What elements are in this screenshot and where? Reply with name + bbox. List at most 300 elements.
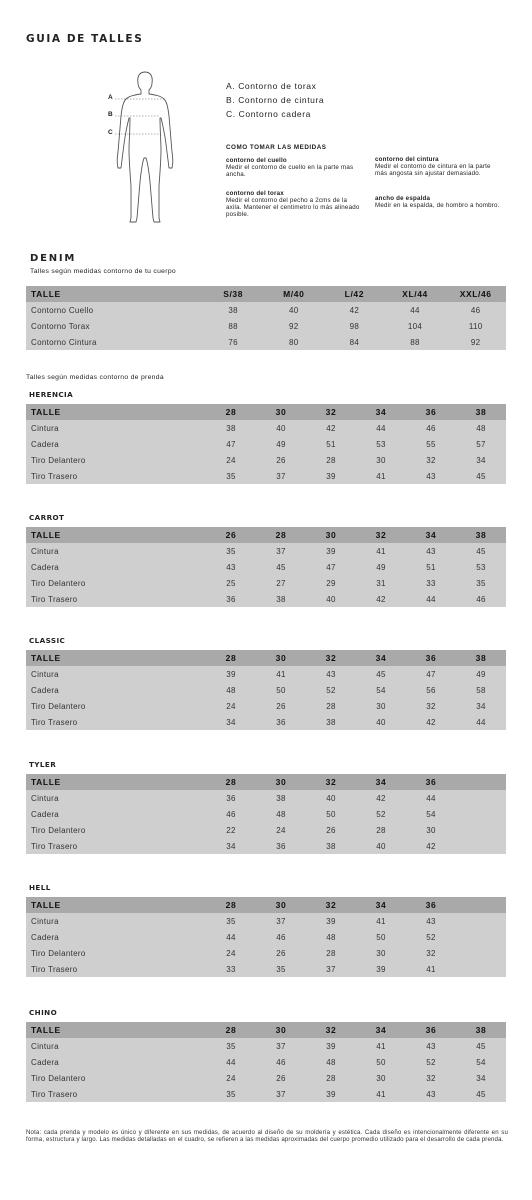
table-cell: 44 bbox=[426, 793, 436, 803]
row-label: Tiro Delantero bbox=[31, 1073, 86, 1083]
how-to-item bbox=[375, 156, 501, 177]
table-cell: 48 bbox=[276, 809, 286, 819]
table-cell: 29 bbox=[326, 578, 336, 588]
table-row bbox=[26, 714, 506, 730]
table-cell: 28 bbox=[326, 948, 336, 958]
section-size-table bbox=[26, 527, 506, 607]
table-cell: 45 bbox=[476, 471, 486, 481]
header-cell: 34 bbox=[356, 404, 406, 420]
table-header-row bbox=[26, 774, 506, 790]
header-cell: 38 bbox=[456, 650, 506, 666]
table-row bbox=[26, 790, 506, 806]
row-label: Cadera bbox=[31, 932, 60, 942]
table-cell: 38 bbox=[276, 594, 286, 604]
row-label: Tiro Trasero bbox=[31, 841, 78, 851]
table-row bbox=[26, 302, 506, 318]
table-cell: 40 bbox=[289, 305, 299, 315]
header-cell: 36 bbox=[406, 897, 456, 913]
table-row bbox=[26, 838, 506, 854]
table-cell: 39 bbox=[226, 669, 236, 679]
table-cell: 53 bbox=[376, 439, 386, 449]
row-label: Tiro Delantero bbox=[31, 825, 86, 835]
table-cell: 51 bbox=[426, 562, 436, 572]
table-cell bbox=[456, 945, 506, 961]
table-cell: 92 bbox=[289, 321, 299, 331]
table-cell: 50 bbox=[276, 685, 286, 695]
table-cell: 32 bbox=[426, 948, 436, 958]
table-row bbox=[26, 452, 506, 468]
table-cell: 49 bbox=[476, 669, 486, 679]
how-to-text: Medir el contorno de cintura en la parte más angosta sin ajustar demasiado. bbox=[375, 163, 491, 178]
how-to-item bbox=[375, 195, 501, 209]
table-cell: 52 bbox=[376, 809, 386, 819]
legend-item-b: B. Contorno de cintura bbox=[226, 95, 325, 105]
section-size-table bbox=[26, 404, 506, 484]
table-cell: 35 bbox=[476, 578, 486, 588]
table-cell: 37 bbox=[276, 916, 286, 926]
table-cell: 58 bbox=[476, 685, 486, 695]
body-measurement-figure bbox=[98, 68, 198, 226]
table-row bbox=[26, 559, 506, 575]
table-cell: 44 bbox=[226, 932, 236, 942]
header-cell: 30 bbox=[306, 527, 356, 543]
header-cell: TALLE bbox=[26, 774, 206, 790]
table-cell: 55 bbox=[426, 439, 436, 449]
section-size-table bbox=[26, 650, 506, 730]
table-cell bbox=[456, 806, 506, 822]
table-cell: 52 bbox=[426, 1057, 436, 1067]
table-cell: 26 bbox=[276, 948, 286, 958]
table-cell: 50 bbox=[376, 1057, 386, 1067]
table-cell: 32 bbox=[426, 1073, 436, 1083]
marker-c: C bbox=[108, 129, 113, 136]
header-cell: 30 bbox=[256, 650, 306, 666]
table-cell bbox=[456, 790, 506, 806]
table-cell: 31 bbox=[376, 578, 386, 588]
section-title: CLASSIC bbox=[29, 636, 66, 645]
table-cell: 44 bbox=[226, 1057, 236, 1067]
section-title: CARROT bbox=[29, 513, 65, 522]
header-cell: 28 bbox=[206, 897, 256, 913]
section-size-table bbox=[26, 897, 506, 977]
table-cell: 46 bbox=[476, 594, 486, 604]
table-row bbox=[26, 1086, 506, 1102]
table-cell: 38 bbox=[276, 793, 286, 803]
table-cell: 35 bbox=[226, 1089, 236, 1099]
row-label: Cadera bbox=[31, 439, 60, 449]
section-title: CHINO bbox=[29, 1008, 58, 1017]
table-cell: 24 bbox=[226, 701, 236, 711]
row-label: Tiro Trasero bbox=[31, 471, 78, 481]
table-header-row bbox=[26, 650, 506, 666]
header-cell: 28 bbox=[206, 774, 256, 790]
header-cell: 38 bbox=[456, 527, 506, 543]
table-cell: 43 bbox=[426, 471, 436, 481]
header-cell: 32 bbox=[356, 527, 406, 543]
table-cell: 40 bbox=[326, 594, 336, 604]
row-label: Cadera bbox=[31, 685, 60, 695]
table-row bbox=[26, 1038, 506, 1054]
how-to-text: Medir el contorno del pecho a 2cms de la axila. Mantener el centimetro lo más alineado posible. bbox=[226, 197, 360, 219]
header-cell: 34 bbox=[356, 650, 406, 666]
table-cell: 44 bbox=[476, 717, 486, 727]
header-cell: 32 bbox=[306, 650, 356, 666]
table-cell: 38 bbox=[228, 305, 238, 315]
page-title: GUIA DE TALLES bbox=[26, 33, 144, 45]
table-cell: 34 bbox=[226, 717, 236, 727]
how-to-heading: contorno del cintura bbox=[375, 156, 439, 163]
table-cell: 42 bbox=[376, 594, 386, 604]
table-cell: 48 bbox=[226, 685, 236, 695]
header-cell: 28 bbox=[206, 650, 256, 666]
section-title: HELL bbox=[29, 883, 51, 892]
table-cell: 46 bbox=[276, 1057, 286, 1067]
table-cell: 46 bbox=[470, 305, 481, 315]
table-cell: 110 bbox=[468, 321, 483, 331]
table-row bbox=[26, 334, 506, 350]
table-cell: 38 bbox=[226, 423, 236, 433]
table-cell: 57 bbox=[476, 439, 486, 449]
table-cell: 44 bbox=[426, 594, 436, 604]
table-cell bbox=[456, 913, 506, 929]
header-cell: TALLE bbox=[26, 286, 203, 302]
how-to-title: COMO TOMAR LAS MEDIDAS bbox=[226, 144, 327, 151]
table-header-row bbox=[26, 404, 506, 420]
how-to-item bbox=[226, 190, 361, 219]
table-header-row bbox=[26, 286, 506, 302]
table-cell: 32 bbox=[426, 701, 436, 711]
legend-item-c: C. Contorno cadera bbox=[226, 109, 311, 119]
header-cell: 34 bbox=[406, 527, 456, 543]
table-cell: 28 bbox=[326, 701, 336, 711]
table-cell: 104 bbox=[407, 321, 423, 331]
header-cell: 26 bbox=[206, 527, 256, 543]
table-cell: 30 bbox=[376, 1073, 386, 1083]
row-label: Tiro Trasero bbox=[31, 594, 78, 604]
table-cell: 28 bbox=[376, 825, 386, 835]
table-row bbox=[26, 666, 506, 682]
header-cell: 36 bbox=[406, 650, 456, 666]
table-cell: 32 bbox=[426, 455, 436, 465]
header-cell: TALLE bbox=[26, 1022, 206, 1038]
table-cell: 27 bbox=[276, 578, 286, 588]
table-cell: 46 bbox=[426, 423, 436, 433]
table-cell: 43 bbox=[426, 916, 436, 926]
table-row bbox=[26, 698, 506, 714]
table-cell: 41 bbox=[426, 964, 436, 974]
table-cell: 30 bbox=[376, 948, 386, 958]
row-label: Tiro Delantero bbox=[31, 948, 86, 958]
table-cell: 26 bbox=[276, 455, 286, 465]
marker-b: B bbox=[108, 111, 113, 118]
header-cell: TALLE bbox=[26, 897, 206, 913]
table-row bbox=[26, 436, 506, 452]
table-row bbox=[26, 468, 506, 484]
table-cell: 36 bbox=[226, 594, 236, 604]
table-cell: 54 bbox=[376, 685, 386, 695]
header-cell: L/42 bbox=[324, 286, 385, 302]
header-cell: 34 bbox=[356, 1022, 406, 1038]
table-cell: 37 bbox=[276, 1089, 286, 1099]
table-cell: 39 bbox=[326, 471, 336, 481]
header-cell: 32 bbox=[306, 1022, 356, 1038]
table-cell: 51 bbox=[326, 439, 336, 449]
table-cell: 37 bbox=[326, 964, 336, 974]
table-cell: 49 bbox=[276, 439, 286, 449]
table-cell: 40 bbox=[326, 793, 336, 803]
table-cell: 40 bbox=[276, 423, 286, 433]
table-cell: 24 bbox=[226, 948, 236, 958]
header-cell bbox=[456, 774, 506, 790]
table-cell: 39 bbox=[326, 916, 336, 926]
garment-subtitle: Talles según medidas contorno de prenda bbox=[26, 374, 164, 381]
table-cell: 41 bbox=[376, 916, 386, 926]
table-header-row bbox=[26, 527, 506, 543]
table-cell: 47 bbox=[326, 562, 336, 572]
how-to-text: Medir el contorno de cuello en la parte mas ancha. bbox=[226, 164, 354, 179]
table-cell: 41 bbox=[276, 669, 286, 679]
denim-title: DENIM bbox=[30, 253, 77, 264]
table-row bbox=[26, 318, 506, 334]
table-cell: 39 bbox=[326, 546, 336, 556]
row-label: Tiro Trasero bbox=[31, 1089, 78, 1099]
table-cell: 43 bbox=[426, 546, 436, 556]
table-cell: 38 bbox=[326, 717, 336, 727]
table-cell: 34 bbox=[226, 841, 236, 851]
table-row bbox=[26, 822, 506, 838]
table-cell: 44 bbox=[376, 423, 386, 433]
table-cell: 47 bbox=[426, 669, 436, 679]
table-cell: 26 bbox=[276, 1073, 286, 1083]
table-cell: 88 bbox=[410, 337, 420, 347]
table-cell: 88 bbox=[228, 321, 238, 331]
table-cell: 37 bbox=[276, 471, 286, 481]
table-cell: 42 bbox=[376, 793, 386, 803]
table-cell: 34 bbox=[476, 701, 486, 711]
table-cell: 41 bbox=[376, 1089, 386, 1099]
table-cell: 36 bbox=[276, 717, 286, 727]
table-cell: 41 bbox=[376, 1041, 386, 1051]
table-row bbox=[26, 543, 506, 559]
table-cell: 43 bbox=[326, 669, 336, 679]
row-label: Tiro Delantero bbox=[31, 701, 86, 711]
table-cell bbox=[456, 838, 506, 854]
header-cell: 28 bbox=[206, 404, 256, 420]
table-cell: 42 bbox=[349, 305, 360, 315]
table-cell: 48 bbox=[326, 932, 336, 942]
table-cell: 43 bbox=[426, 1041, 436, 1051]
table-cell: 47 bbox=[226, 439, 236, 449]
table-cell: 92 bbox=[470, 337, 481, 347]
header-cell: 36 bbox=[406, 1022, 456, 1038]
row-label: Cintura bbox=[31, 423, 59, 433]
row-label: Cintura bbox=[31, 1041, 59, 1051]
table-row bbox=[26, 682, 506, 698]
table-row bbox=[26, 1054, 506, 1070]
table-cell: 42 bbox=[426, 841, 436, 851]
legend-item-a: A. Contorno de torax bbox=[226, 81, 317, 91]
table-cell: 34 bbox=[476, 455, 486, 465]
table-cell: 46 bbox=[276, 932, 286, 942]
table-cell: 30 bbox=[376, 455, 386, 465]
row-label: Cadera bbox=[31, 809, 60, 819]
table-row bbox=[26, 420, 506, 436]
header-cell: 36 bbox=[406, 774, 456, 790]
table-cell: 80 bbox=[289, 337, 299, 347]
footnote: Nota: cada prenda y modelo es único y diferente en sus medidas, de acuerdo al diseño de su moldería y estética. Cada diseño es intencionalmente diferente en su forma, estructura y largo. Las medidas detalladas en el cuadro, se refieren a las medidas aproximadas del cuerpo promedio utilizado para el desarrollo de cada prenda. bbox=[26, 1129, 508, 1144]
header-cell: 30 bbox=[256, 897, 306, 913]
table-cell: 35 bbox=[226, 1041, 236, 1051]
table-row bbox=[26, 945, 506, 961]
header-cell: 32 bbox=[306, 404, 356, 420]
table-row bbox=[26, 913, 506, 929]
row-label: Tiro Trasero bbox=[31, 717, 78, 727]
header-cell: 38 bbox=[456, 1022, 506, 1038]
row-label: Cintura bbox=[31, 793, 59, 803]
table-cell: 45 bbox=[276, 562, 286, 572]
row-label: Tiro Delantero bbox=[31, 455, 86, 465]
table-cell: 33 bbox=[426, 578, 436, 588]
row-label: Cadera bbox=[31, 1057, 60, 1067]
how-to-heading: contorno del torax bbox=[226, 190, 284, 197]
table-cell: 52 bbox=[426, 932, 436, 942]
table-cell: 33 bbox=[226, 964, 236, 974]
header-cell: 30 bbox=[256, 404, 306, 420]
header-cell: TALLE bbox=[26, 527, 206, 543]
table-cell: 38 bbox=[326, 841, 336, 851]
header-cell: 32 bbox=[306, 897, 356, 913]
header-cell: M/40 bbox=[263, 286, 324, 302]
table-cell bbox=[456, 961, 506, 977]
table-cell: 35 bbox=[226, 471, 236, 481]
table-cell: 24 bbox=[226, 455, 236, 465]
table-cell: 35 bbox=[276, 964, 286, 974]
row-label: Cintura bbox=[31, 669, 59, 679]
table-cell: 45 bbox=[476, 1041, 486, 1051]
table-cell: 40 bbox=[376, 841, 386, 851]
table-cell: 39 bbox=[326, 1041, 336, 1051]
table-cell: 43 bbox=[426, 1089, 436, 1099]
header-cell: 28 bbox=[256, 527, 306, 543]
row-label: Tiro Trasero bbox=[31, 964, 78, 974]
header-cell bbox=[456, 897, 506, 913]
header-cell: TALLE bbox=[26, 650, 206, 666]
table-row bbox=[26, 591, 506, 607]
table-cell: 53 bbox=[476, 562, 486, 572]
table-cell: 76 bbox=[228, 337, 238, 347]
table-cell: 39 bbox=[326, 1089, 336, 1099]
header-cell: 30 bbox=[256, 774, 306, 790]
table-cell: 98 bbox=[349, 321, 360, 331]
table-cell: 41 bbox=[376, 546, 386, 556]
table-cell bbox=[456, 929, 506, 945]
row-label: Cintura bbox=[31, 546, 59, 556]
table-cell: 30 bbox=[426, 825, 436, 835]
row-label: Cintura bbox=[31, 916, 59, 926]
table-row bbox=[26, 575, 506, 591]
marker-a: A bbox=[108, 94, 113, 101]
table-cell: 56 bbox=[426, 685, 436, 695]
table-cell: 36 bbox=[226, 793, 236, 803]
header-cell: 34 bbox=[356, 897, 406, 913]
table-cell: 28 bbox=[326, 455, 336, 465]
how-to-item bbox=[226, 157, 361, 178]
table-cell: 25 bbox=[226, 578, 236, 588]
table-cell: 44 bbox=[410, 305, 420, 315]
table-cell: 39 bbox=[376, 964, 386, 974]
header-cell: S/38 bbox=[203, 286, 264, 302]
denim-subtitle: Talles según medidas contorno de tu cuerpo bbox=[30, 268, 176, 275]
table-cell: 45 bbox=[476, 1089, 486, 1099]
table-cell bbox=[456, 822, 506, 838]
table-cell: 50 bbox=[326, 809, 336, 819]
header-cell: TALLE bbox=[26, 404, 206, 420]
table-cell: 50 bbox=[376, 932, 386, 942]
table-cell: 24 bbox=[276, 825, 286, 835]
header-cell: 32 bbox=[306, 774, 356, 790]
table-cell: 42 bbox=[326, 423, 336, 433]
table-row bbox=[26, 929, 506, 945]
row-label: Tiro Delantero bbox=[31, 578, 86, 588]
section-size-table bbox=[26, 774, 506, 854]
table-cell: 37 bbox=[276, 546, 286, 556]
section-size-table bbox=[26, 1022, 506, 1102]
how-to-heading: contorno del cuello bbox=[226, 157, 287, 164]
table-row bbox=[26, 961, 506, 977]
how-to-text: Medir en la espalda, de hombro a hombro. bbox=[375, 202, 500, 209]
table-cell: 48 bbox=[476, 423, 486, 433]
header-cell: XXL/46 bbox=[445, 286, 506, 302]
row-label: Cadera bbox=[31, 562, 60, 572]
table-cell: 40 bbox=[376, 717, 386, 727]
section-title: TYLER bbox=[29, 760, 57, 769]
table-cell: 42 bbox=[426, 717, 436, 727]
table-cell: 24 bbox=[226, 1073, 236, 1083]
table-cell: 28 bbox=[326, 1073, 336, 1083]
header-cell: 38 bbox=[456, 404, 506, 420]
how-to-heading: ancho de espalda bbox=[375, 195, 431, 202]
table-cell: 26 bbox=[276, 701, 286, 711]
header-cell: 30 bbox=[256, 1022, 306, 1038]
table-cell: 84 bbox=[349, 337, 360, 347]
table-cell: 54 bbox=[426, 809, 436, 819]
table-cell: 54 bbox=[476, 1057, 486, 1067]
table-cell: 34 bbox=[476, 1073, 486, 1083]
table-cell: 22 bbox=[226, 825, 236, 835]
table-cell: 41 bbox=[376, 471, 386, 481]
table-cell: 52 bbox=[326, 685, 336, 695]
denim-size-table bbox=[26, 286, 506, 350]
table-header-row bbox=[26, 1022, 506, 1038]
table-cell: 37 bbox=[276, 1041, 286, 1051]
table-cell: 36 bbox=[276, 841, 286, 851]
table-cell: 48 bbox=[326, 1057, 336, 1067]
table-cell: 43 bbox=[226, 562, 236, 572]
table-cell: 30 bbox=[376, 701, 386, 711]
table-cell: 46 bbox=[226, 809, 236, 819]
table-row bbox=[26, 806, 506, 822]
row-label: Contorno Cintura bbox=[31, 337, 97, 347]
section-title: HERENCIA bbox=[29, 390, 74, 399]
table-cell: 49 bbox=[376, 562, 386, 572]
table-row bbox=[26, 1070, 506, 1086]
table-cell: 35 bbox=[226, 546, 236, 556]
table-header-row bbox=[26, 897, 506, 913]
row-label: Contorno Cuello bbox=[31, 305, 94, 315]
header-cell: 28 bbox=[206, 1022, 256, 1038]
table-cell: 45 bbox=[476, 546, 486, 556]
table-cell: 26 bbox=[326, 825, 336, 835]
